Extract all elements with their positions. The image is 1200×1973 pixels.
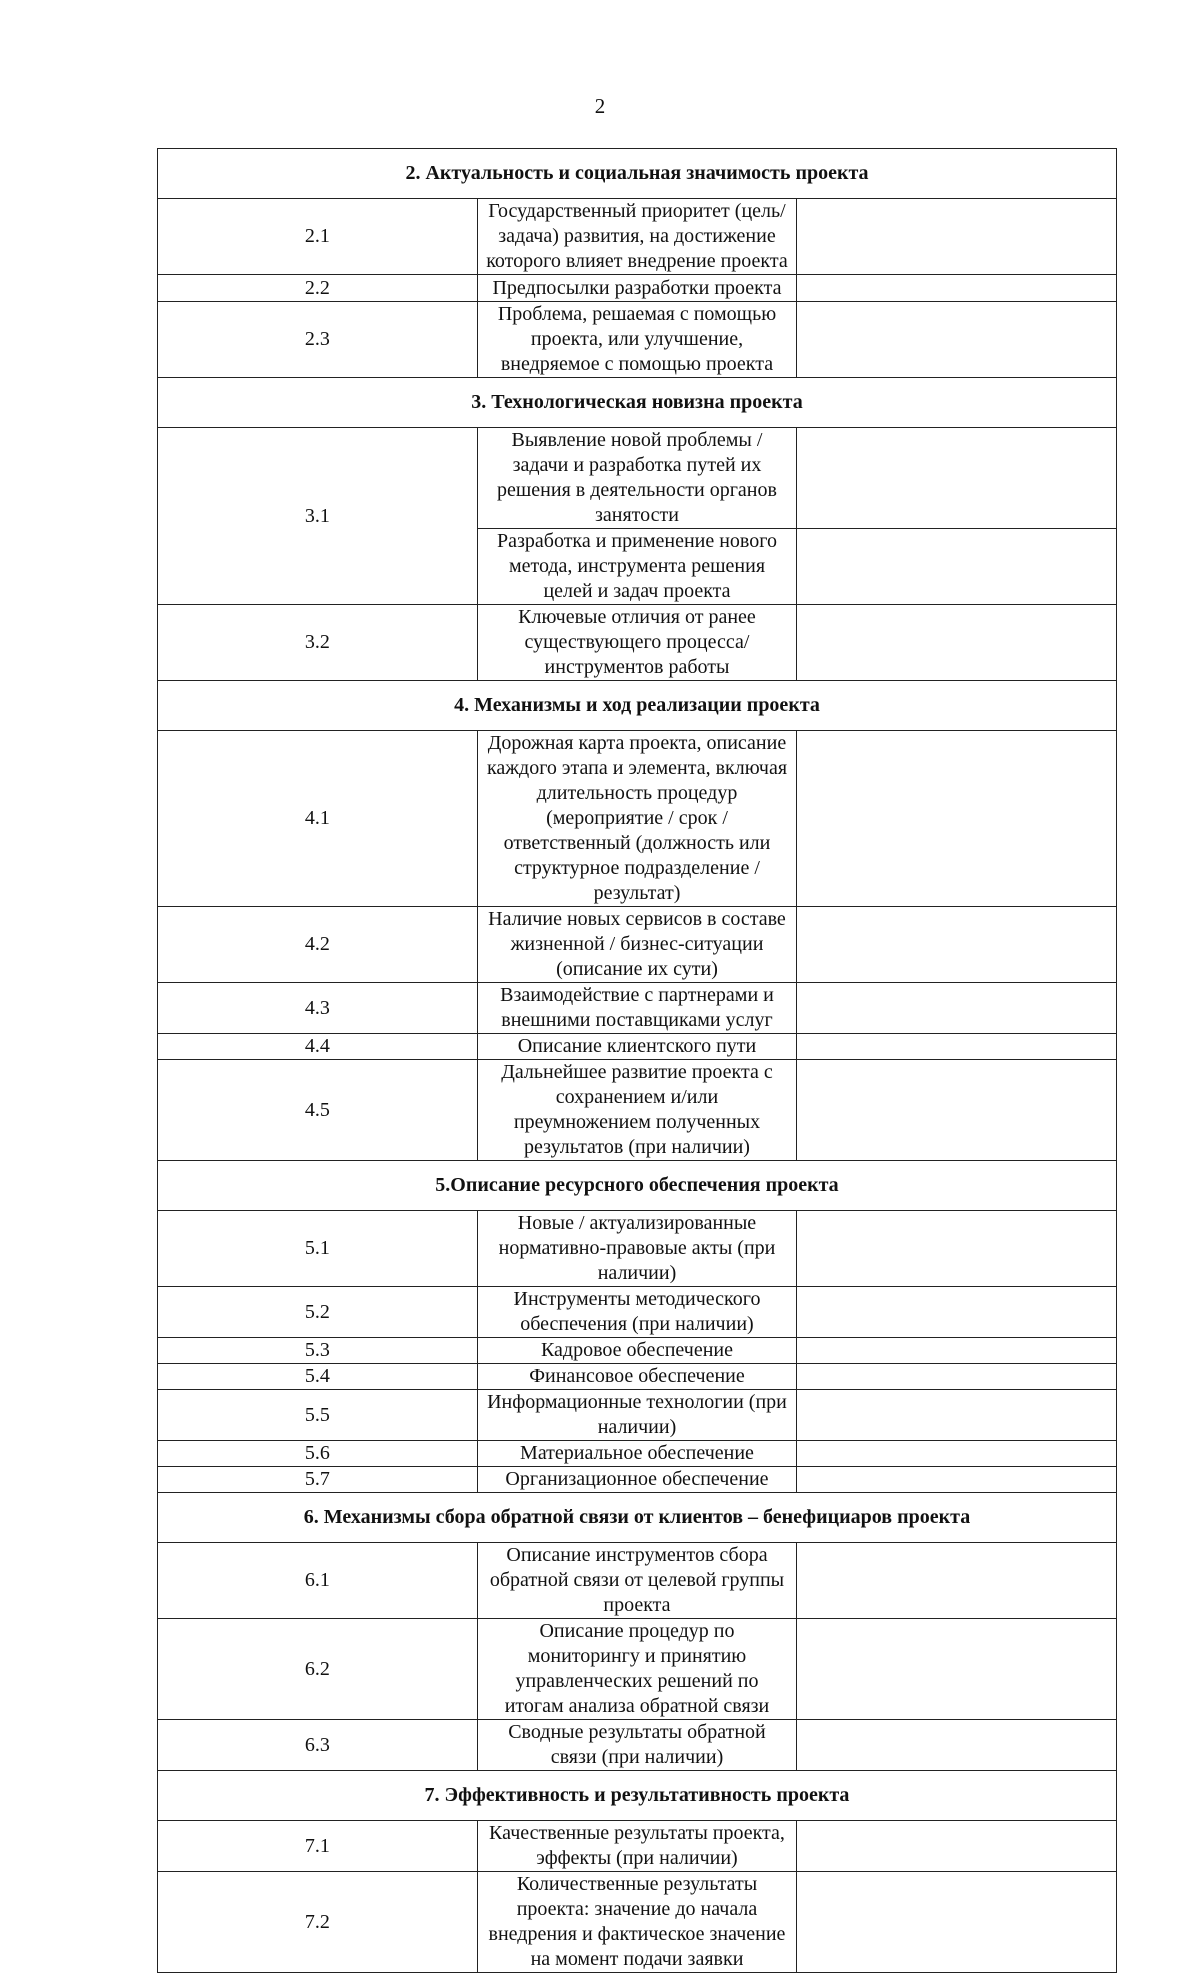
section-header-row bbox=[158, 681, 1117, 731]
page-number: 2 bbox=[594, 94, 606, 118]
row-number: 5.6 bbox=[158, 1441, 478, 1467]
form-row bbox=[158, 428, 1117, 529]
row-description: Финансовое обеспечение bbox=[477, 1364, 797, 1390]
row-value-cell[interactable] bbox=[797, 605, 1117, 681]
section-header-row bbox=[158, 378, 1117, 428]
row-description: Количественные результаты проекта: значение до начала внедрения и фактическое значение на момент подачи заявки bbox=[477, 1872, 797, 1973]
row-number: 7.1 bbox=[158, 1821, 478, 1872]
section-header-row bbox=[158, 149, 1117, 199]
row-value-cell[interactable] bbox=[797, 1872, 1117, 1973]
form-row bbox=[158, 1543, 1117, 1619]
row-number: 7.2 bbox=[158, 1872, 478, 1973]
row-description: Государственный приоритет (цель/задача) развития, на достижение которого влияет внедрение проекта bbox=[477, 199, 797, 275]
row-value-cell[interactable] bbox=[797, 1211, 1117, 1287]
row-value-cell[interactable] bbox=[797, 1821, 1117, 1872]
form-row bbox=[158, 302, 1117, 378]
row-value-cell[interactable] bbox=[797, 1364, 1117, 1390]
application-form-table bbox=[157, 148, 1117, 1973]
row-value-cell[interactable] bbox=[797, 1060, 1117, 1161]
row-number: 4.5 bbox=[158, 1060, 478, 1161]
row-number: 3.2 bbox=[158, 605, 478, 681]
row-number: 4.1 bbox=[158, 731, 478, 907]
row-value-cell[interactable] bbox=[797, 275, 1117, 302]
form-row bbox=[158, 731, 1117, 907]
form-row bbox=[158, 1390, 1117, 1441]
row-number: 2.2 bbox=[158, 275, 478, 302]
row-number: 3.1 bbox=[158, 428, 478, 605]
row-description: Кадровое обеспечение bbox=[477, 1338, 797, 1364]
section-title: 3. Технологическая новизна проекта bbox=[158, 378, 1117, 428]
row-value-cell[interactable] bbox=[797, 1390, 1117, 1441]
row-value-cell[interactable] bbox=[797, 907, 1117, 983]
row-description: Дальнейшее развитие проекта с сохранением и/или преумножением полученных результатов (при наличии) bbox=[477, 1060, 797, 1161]
row-value-cell[interactable] bbox=[797, 1467, 1117, 1493]
row-number: 5.1 bbox=[158, 1211, 478, 1287]
section-header-row bbox=[158, 1161, 1117, 1211]
form-row bbox=[158, 275, 1117, 302]
row-value-cell[interactable] bbox=[797, 1619, 1117, 1720]
row-description: Взаимодействие с партнерами и внешними поставщиками услуг bbox=[477, 983, 797, 1034]
section-title: 2. Актуальность и социальная значимость проекта bbox=[158, 149, 1117, 199]
row-description: Проблема, решаемая с помощью проекта, или улучшение, внедряемое с помощью проекта bbox=[477, 302, 797, 378]
row-description: Информационные технологии (при наличии) bbox=[477, 1390, 797, 1441]
form-row bbox=[158, 983, 1117, 1034]
row-number: 5.2 bbox=[158, 1287, 478, 1338]
row-value-cell[interactable] bbox=[797, 199, 1117, 275]
row-description: Материальное обеспечение bbox=[477, 1441, 797, 1467]
form-row bbox=[158, 1821, 1117, 1872]
section-title: 6. Механизмы сбора обратной связи от клиентов – бенефициаров проекта bbox=[158, 1493, 1117, 1543]
section-header-row bbox=[158, 1493, 1117, 1543]
row-value-cell[interactable] bbox=[797, 302, 1117, 378]
row-number: 5.7 bbox=[158, 1467, 478, 1493]
row-number: 5.4 bbox=[158, 1364, 478, 1390]
row-description: Качественные результаты проекта, эффекты (при наличии) bbox=[477, 1821, 797, 1872]
row-description: Разработка и применение нового метода, инструмента решения целей и задач проекта bbox=[477, 529, 797, 605]
row-number: 2.3 bbox=[158, 302, 478, 378]
row-value-cell[interactable] bbox=[797, 1287, 1117, 1338]
row-number: 4.4 bbox=[158, 1034, 478, 1060]
form-row bbox=[158, 1034, 1117, 1060]
row-number: 2.1 bbox=[158, 199, 478, 275]
section-header-row bbox=[158, 1771, 1117, 1821]
form-row bbox=[158, 1338, 1117, 1364]
row-value-cell[interactable] bbox=[797, 983, 1117, 1034]
row-description: Инструменты методического обеспечения (при наличии) bbox=[477, 1287, 797, 1338]
form-row bbox=[158, 1467, 1117, 1493]
form-row bbox=[158, 907, 1117, 983]
form-row bbox=[158, 605, 1117, 681]
form-row bbox=[158, 1287, 1117, 1338]
row-value-cell[interactable] bbox=[797, 1720, 1117, 1771]
form-table-body bbox=[158, 149, 1117, 1973]
row-value-cell[interactable] bbox=[797, 1543, 1117, 1619]
row-value-cell[interactable] bbox=[797, 529, 1117, 605]
form-row bbox=[158, 1720, 1117, 1771]
row-value-cell[interactable] bbox=[797, 1034, 1117, 1060]
section-title: 4. Механизмы и ход реализации проекта bbox=[158, 681, 1117, 731]
row-description: Описание клиентского пути bbox=[477, 1034, 797, 1060]
section-title: 5.Описание ресурсного обеспечения проекта bbox=[158, 1161, 1117, 1211]
form-row bbox=[158, 1619, 1117, 1720]
row-number: 5.5 bbox=[158, 1390, 478, 1441]
form-row bbox=[158, 1060, 1117, 1161]
row-description: Выявление новой проблемы / задачи и разработка путей их решения в деятельности органов занятости bbox=[477, 428, 797, 529]
row-description: Предпосылки разработки проекта bbox=[477, 275, 797, 302]
form-row bbox=[158, 1872, 1117, 1973]
section-title: 7. Эффективность и результативность проекта bbox=[158, 1771, 1117, 1821]
form-row bbox=[158, 1364, 1117, 1390]
row-description: Сводные результаты обратной связи (при наличии) bbox=[477, 1720, 797, 1771]
row-number: 4.2 bbox=[158, 907, 478, 983]
form-row bbox=[158, 1211, 1117, 1287]
row-value-cell[interactable] bbox=[797, 1441, 1117, 1467]
row-description: Организационное обеспечение bbox=[477, 1467, 797, 1493]
row-number: 6.1 bbox=[158, 1543, 478, 1619]
row-number: 6.2 bbox=[158, 1619, 478, 1720]
row-description: Дорожная карта проекта, описание каждого этапа и элемента, включая длительность процедур (мероприятие / срок / ответственный (должность или структурное подразделение / результат) bbox=[477, 731, 797, 907]
form-row bbox=[158, 1441, 1117, 1467]
row-description: Новые / актуализированные нормативно-правовые акты (при наличии) bbox=[477, 1211, 797, 1287]
row-number: 5.3 bbox=[158, 1338, 478, 1364]
row-number: 6.3 bbox=[158, 1720, 478, 1771]
row-description: Описание инструментов сбора обратной связи от целевой группы проекта bbox=[477, 1543, 797, 1619]
row-description: Ключевые отличия от ранее существующего процесса/инструментов работы bbox=[477, 605, 797, 681]
row-value-cell[interactable] bbox=[797, 428, 1117, 529]
row-description: Наличие новых сервисов в составе жизненной / бизнес-ситуации (описание их сути) bbox=[477, 907, 797, 983]
row-value-cell[interactable] bbox=[797, 1338, 1117, 1364]
row-value-cell[interactable] bbox=[797, 731, 1117, 907]
row-number: 4.3 bbox=[158, 983, 478, 1034]
form-row bbox=[158, 199, 1117, 275]
row-description: Описание процедур по мониторингу и принятию управленческих решений по итогам анализа обратной связи bbox=[477, 1619, 797, 1720]
